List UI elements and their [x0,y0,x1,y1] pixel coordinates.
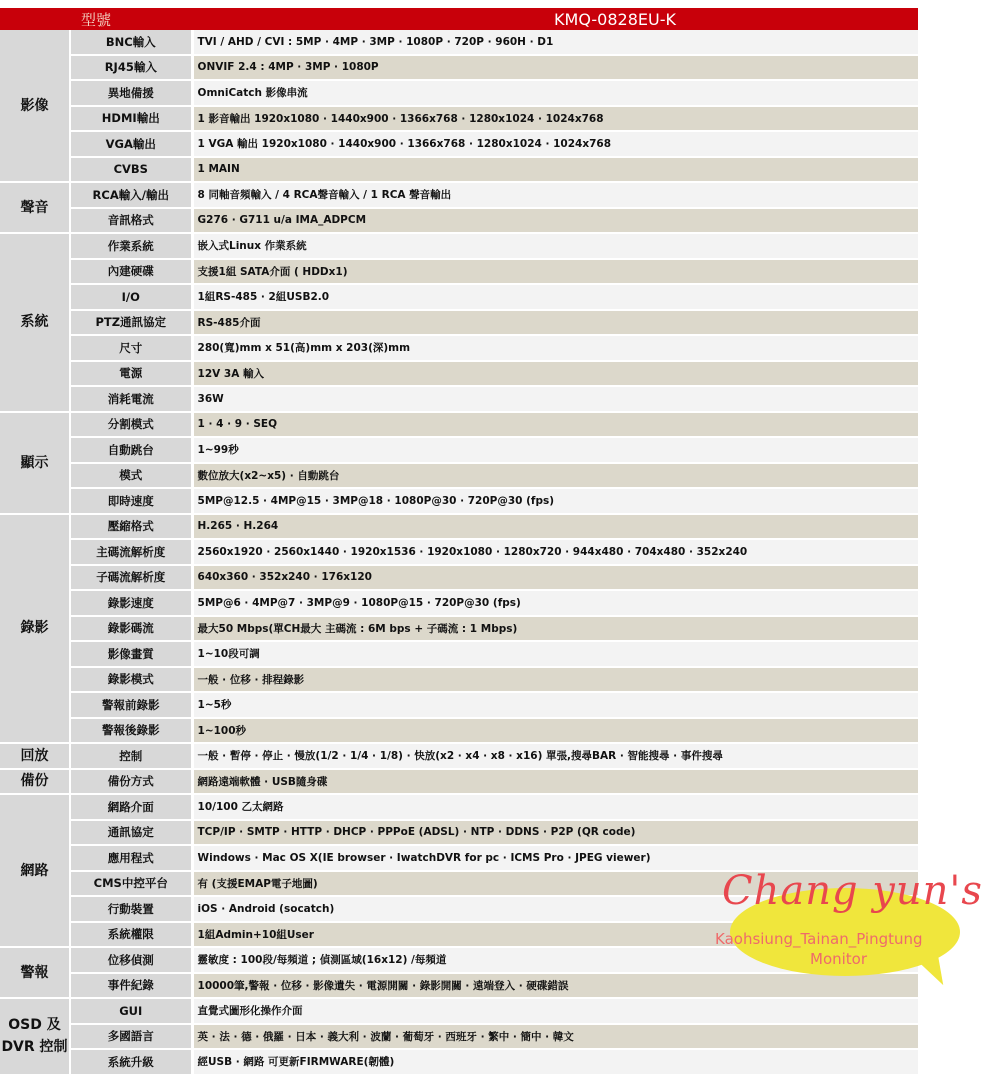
spec-row [0,30,918,55]
spec-value: TCP/IP · SMTP · HTTP · DHCP · PPPoE (ADSL) · NTP · DDNS · P2P (QR code) [192,820,918,846]
spec-label: VGA輸出 [70,131,192,157]
model-name: KMQ-0828EU-K [192,8,918,30]
spec-value: 640x360 · 352x240 · 176x120 [192,565,918,591]
spec-value: TVI / AHD / CVI : 5MP · 4MP · 3MP · 1080P · 720P · 960H · D1 [192,30,918,55]
spec-label: RCA輸入/輸出 [70,182,192,208]
watermark-line2: Monitor [810,950,868,968]
spec-label: PTZ通訊協定 [70,310,192,336]
spec-label: 警報前錄影 [70,692,192,718]
spec-label: 壓縮格式 [70,514,192,540]
spec-row [0,310,918,336]
spec-row [0,182,918,208]
spec-value: iOS · Android (socatch) [192,896,918,922]
spec-value: 1~99秒 [192,437,918,463]
spec-value: 1 影音輸出 1920x1080 · 1440x900 · 1366x768 · 1280x1024 · 1024x768 [192,106,918,132]
spec-value: H.265 · H.264 [192,514,918,540]
spec-row [0,565,918,591]
category-cell: 備份 [0,769,70,795]
spec-value: G276 · G711 u/a IMA_ADPCM [192,208,918,234]
spec-label: 子碼流解析度 [70,565,192,591]
spec-value: 1組Admin+10組User [192,922,918,948]
category-cell: 聲音 [0,182,70,233]
spec-label: 主碼流解析度 [70,539,192,565]
spec-label: 錄影速度 [70,590,192,616]
spec-label: 控制 [70,743,192,769]
spec-value: 支援1組 SATA介面 ( HDDx1) [192,259,918,285]
spec-label: HDMI輸出 [70,106,192,132]
spec-value: 5MP@6 · 4MP@7 · 3MP@9 · 1080P@15 · 720P@30 (fps) [192,590,918,616]
spec-row [0,488,918,514]
spec-value: 靈敏度 : 100段/每頻道 ; 偵測區域(16x12) /每頻道 [192,947,918,973]
spec-value: 最大50 Mbps(單CH最大 主碼流 : 6M bps + 子碼流 : 1 Mbps) [192,616,918,642]
spec-row [0,998,918,1024]
spec-row [0,131,918,157]
spec-value: 1~5秒 [192,692,918,718]
spec-label: CMS中控平台 [70,871,192,897]
spec-label: 多國語言 [70,1024,192,1050]
spec-row [0,386,918,412]
spec-label: 電源 [70,361,192,387]
spec-label: 作業系統 [70,233,192,259]
spec-row [0,845,918,871]
spec-row [0,667,918,693]
spec-label: 即時速度 [70,488,192,514]
spec-label: 系統升級 [70,1049,192,1075]
spec-label: 備份方式 [70,769,192,795]
category-cell: 顯示 [0,412,70,514]
category-cell: 系統 [0,233,70,412]
spec-value: 8 同軸音頻輸入 / 4 RCA聲音輸入 / 1 RCA 聲音輸出 [192,182,918,208]
spec-value: 嵌入式Linux 作業系統 [192,233,918,259]
spec-value: 12V 3A 輸入 [192,361,918,387]
spec-value: 一般 · 暫停 · 停止 · 慢放(1/2 · 1/4 · 1/8) · 快放(x2 · x4 · x8 · x16) 單張,搜尋BAR · 智能搜尋 · 事件搜尋 [192,743,918,769]
spec-label: 模式 [70,463,192,489]
spec-value: 10000筆,警報 · 位移 · 影像遺失 · 電源開關 · 錄影開關 · 遠端登入 · 硬碟錯誤 [192,973,918,999]
spec-row [0,208,918,234]
category-cell: OSD 及 DVR 控制 [0,998,70,1075]
spec-row [0,361,918,387]
spec-label: CVBS [70,157,192,183]
spec-value: 280(寬)mm x 51(高)mm x 203(深)mm [192,335,918,361]
spec-value: 1 MAIN [192,157,918,183]
spec-value: 36W [192,386,918,412]
spec-row [0,106,918,132]
spec-value: 英 · 法 · 德 · 俄羅 · 日本 · 義大利 · 波蘭 · 葡萄牙 · 西班牙 · 繁中 · 簡中 · 韓文 [192,1024,918,1050]
watermark-line1: Kaohsiung_Tainan_Pingtung [715,930,923,948]
spec-value: 經USB · 網路 可更新FIRMWARE(韌體) [192,1049,918,1075]
category-cell: 網路 [0,794,70,947]
spec-value: 10/100 乙太網路 [192,794,918,820]
spec-label: 通訊協定 [70,820,192,846]
spec-value: 2560x1920 · 2560x1440 · 1920x1536 · 1920x1080 · 1280x720 · 944x480 · 704x480 · 352x240 [192,539,918,565]
spec-value: 有 (支援EMAP電子地圖) [192,871,918,897]
spec-row [0,820,918,846]
header-row [0,8,918,30]
spec-label: 錄影碼流 [70,616,192,642]
spec-label: 影像畫質 [70,641,192,667]
spec-row [0,1024,918,1050]
spec-label: GUI [70,998,192,1024]
watermark-brand: Chang yun's [722,868,983,914]
spec-label: 尺寸 [70,335,192,361]
spec-label: 消耗電流 [70,386,192,412]
spec-label: 內建硬碟 [70,259,192,285]
category-cell: 影像 [0,30,70,182]
category-cell: 回放 [0,743,70,769]
spec-value: 直覺式圖形化操作介面 [192,998,918,1024]
spec-value: 1~100秒 [192,718,918,744]
spec-row [0,437,918,463]
spec-row [0,80,918,106]
spec-value: 1 VGA 輸出 1920x1080 · 1440x900 · 1366x768 · 1280x1024 · 1024x768 [192,131,918,157]
spec-row [0,641,918,667]
model-label: 型號 [0,8,192,30]
spec-value: 數位放大(x2~x5) · 自動跳台 [192,463,918,489]
category-cell: 警報 [0,947,70,998]
spec-label: I/O [70,284,192,310]
spec-label: 分割模式 [70,412,192,438]
watermark-logo [710,868,990,998]
spec-value: Windows · Mac OS X(IE browser · IwatchDVR for pc · ICMS Pro · JPEG viewer) [192,845,918,871]
spec-row [0,514,918,540]
spec-label: 自動跳台 [70,437,192,463]
spec-label: 應用程式 [70,845,192,871]
spec-value: 一般 · 位移 · 排程錄影 [192,667,918,693]
spec-value: 1組RS-485 · 2組USB2.0 [192,284,918,310]
spec-row [0,769,918,795]
spec-value: 5MP@12.5 · 4MP@15 · 3MP@18 · 1080P@30 · 720P@30 (fps) [192,488,918,514]
spec-value: OmniCatch 影像串流 [192,80,918,106]
spec-row [0,794,918,820]
spec-row [0,1049,918,1075]
spec-value: 1 · 4 · 9 · SEQ [192,412,918,438]
spec-label: 系統權限 [70,922,192,948]
spec-label: 網路介面 [70,794,192,820]
spec-row [0,539,918,565]
spec-row [0,616,918,642]
spec-row [0,692,918,718]
spec-row [0,412,918,438]
spec-row [0,157,918,183]
spec-label: 事件紀錄 [70,973,192,999]
category-cell: 錄影 [0,514,70,744]
spec-value: RS-485介面 [192,310,918,336]
spec-row [0,743,918,769]
spec-value: 1~10段可調 [192,641,918,667]
spec-label: 位移偵測 [70,947,192,973]
spec-value: 網路遠端軟體 · USB隨身碟 [192,769,918,795]
spec-row [0,335,918,361]
spec-row [0,463,918,489]
spec-value: ONVIF 2.4 : 4MP · 3MP · 1080P [192,55,918,81]
spec-row [0,284,918,310]
spec-row [0,55,918,81]
spec-label: 錄影模式 [70,667,192,693]
spec-row [0,718,918,744]
spec-label: BNC輸入 [70,30,192,55]
spec-label: 異地備援 [70,80,192,106]
spec-label: 行動裝置 [70,896,192,922]
spec-row [0,233,918,259]
spec-label: 警報後錄影 [70,718,192,744]
spec-label: 音訊格式 [70,208,192,234]
spec-row [0,590,918,616]
spec-row [0,259,918,285]
spec-label: RJ45輸入 [70,55,192,81]
